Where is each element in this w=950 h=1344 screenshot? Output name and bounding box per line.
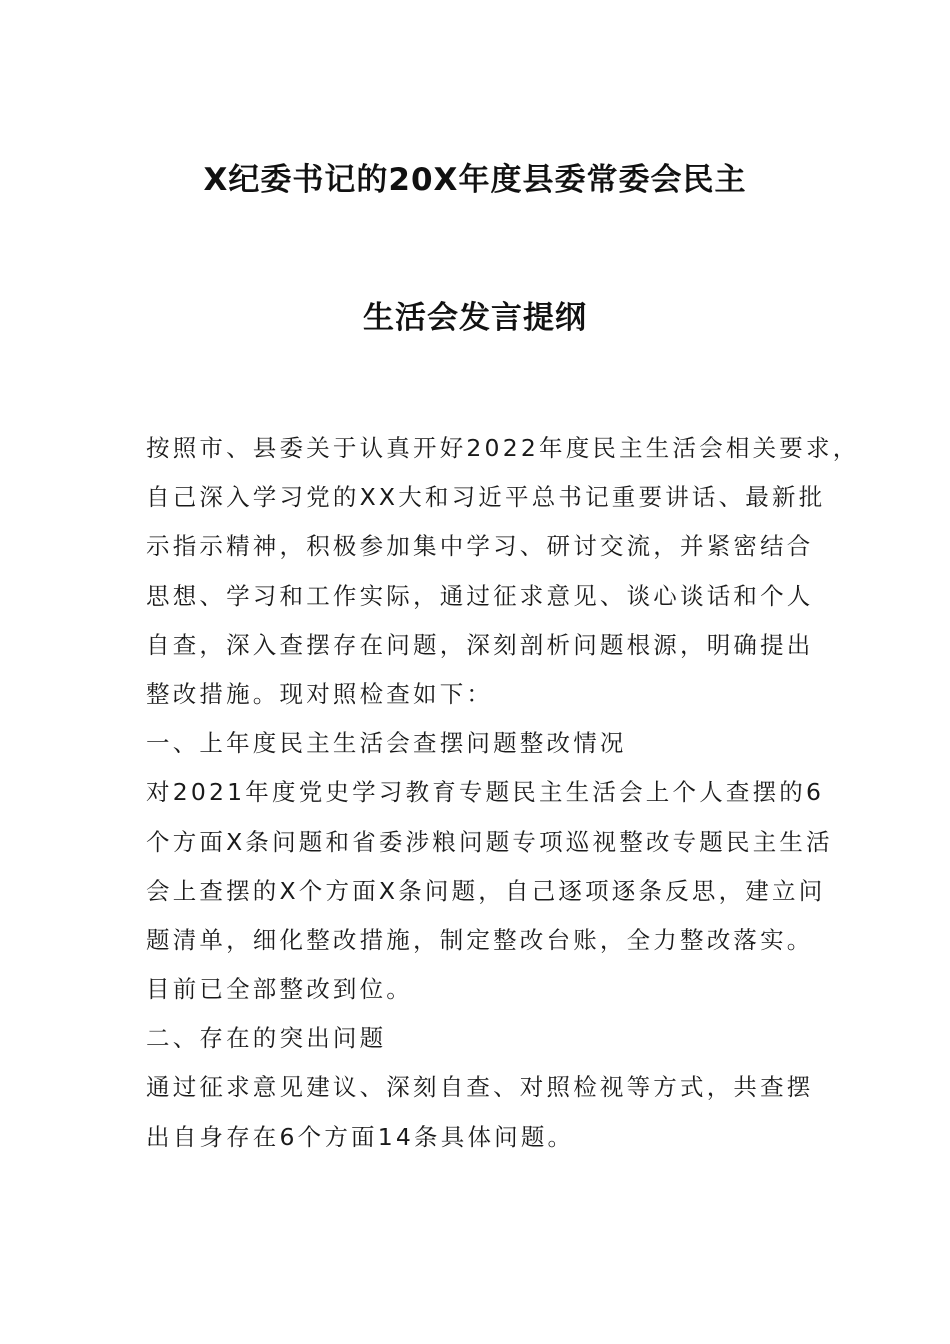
body-line: 按照市、县委关于认真开好2022年度民主生活会相关要求， [146, 434, 860, 462]
body-line: 自己深入学习党的XX大和习近平总书记重要讲话、最新批 [146, 483, 826, 512]
document-title-line-1: X纪委书记的20X年度县委常委会民主 [203, 162, 747, 198]
body-line: 题清单，细化整改措施，制定整改台账，全力整改落实。 [146, 925, 814, 954]
document-title-line-2: 生活会发言提纲 [363, 300, 587, 336]
body-line: 思想、学习和工作实际，通过征求意见、谈心谈话和个人 [146, 581, 814, 610]
section-heading-1: 一、上年度民主生活会查摆问题整改情况 [146, 729, 627, 758]
body-line: 会上查摆的X个方面X条问题，自己逐项逐条反思，建立问 [146, 876, 826, 905]
body-line: 通过征求意见建议、深刻自查、对照检视等方式，共查摆 [146, 1073, 814, 1102]
body-line: 目前已全部整改到位。 [146, 975, 413, 1004]
body-line: 整改措施。现对照检查如下： [146, 679, 494, 708]
body-line: 示指示精神，积极参加集中学习、研讨交流，并紧密结合 [146, 532, 814, 561]
body-line: 个方面X条问题和省委涉粮问题专项巡视整改专题民主生活 [146, 827, 833, 856]
section-heading-2: 二、存在的突出问题 [146, 1024, 387, 1053]
document-body [146, 424, 860, 1162]
body-line: 出自身存在6个方面14条具体问题。 [146, 1122, 575, 1151]
body-line: 对2021年度党史学习教育专题民主生活会上个人查摆的6 [146, 778, 825, 807]
body-line: 自查，深入查摆存在问题，深刻剖析问题根源，明确提出 [146, 630, 814, 659]
